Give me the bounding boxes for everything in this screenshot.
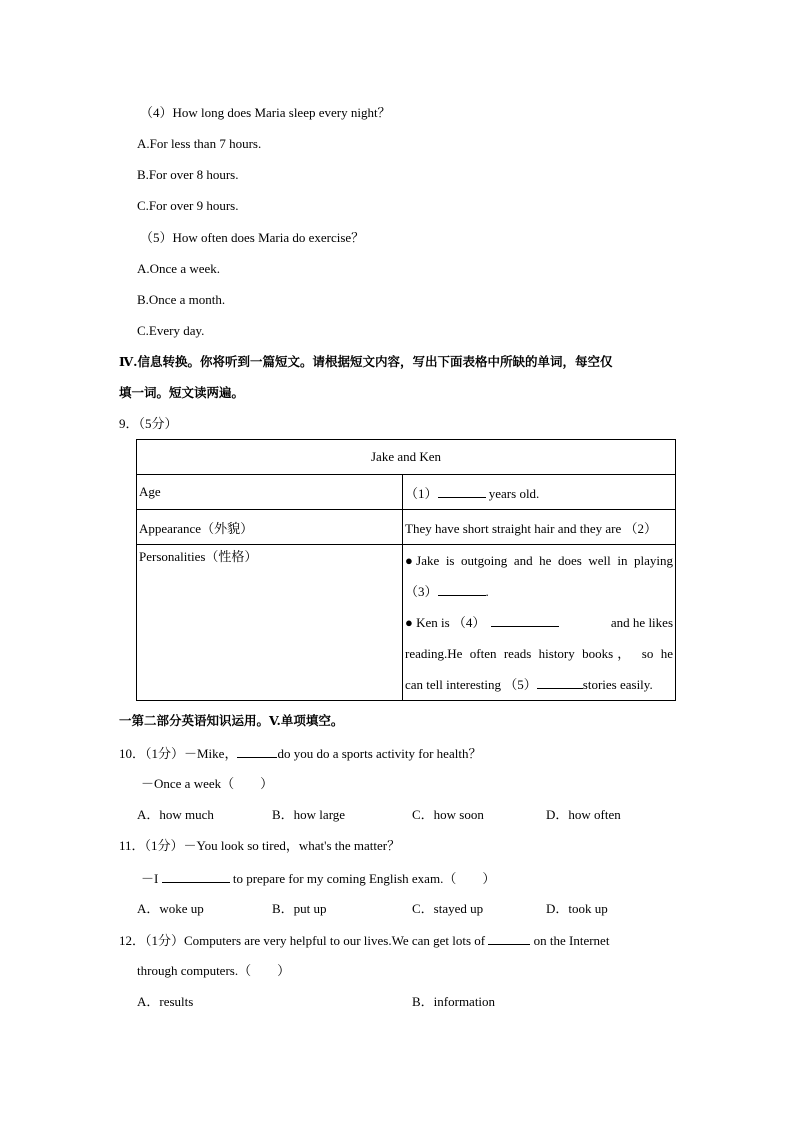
question-11-option-d[interactable]: D．took up — [546, 901, 608, 916]
section-4-instructions-line2: 填一词。短文读两遍。 — [119, 385, 245, 400]
question-12-line2: through computers.（ ） — [137, 963, 291, 978]
question-12-stem: 12．（1分）Computers are very helpful to our lives.We can get lots of on the Internet — [119, 933, 610, 948]
age-label: Age — [137, 475, 403, 510]
question-12-option-b[interactable]: B．information — [412, 994, 496, 1009]
blank-4[interactable] — [491, 614, 559, 627]
blank-1[interactable] — [438, 485, 486, 498]
table-title: Jake and Ken — [137, 440, 676, 475]
question-4-stem: （4）How long does Maria sleep every night？ — [140, 105, 391, 120]
appearance-label: Appearance（外貌） — [137, 510, 403, 545]
question-10-option-a[interactable]: A．how much — [137, 807, 214, 822]
question-12-option-a[interactable]: A．results — [137, 994, 194, 1009]
question-5-option-b: B.Once a month. — [137, 292, 226, 307]
question-9-number: 9．（5分） — [119, 416, 178, 431]
blank-q12[interactable] — [488, 932, 530, 945]
blank-q10[interactable] — [237, 745, 277, 758]
section-4-instructions-line1: Ⅳ.信息转换。你将听到一篇短文。请根据短文内容，写出下面表格中所缺的单词，每空仅 — [119, 354, 613, 369]
question-4-option-a: A.For less than 7 hours. — [137, 136, 262, 151]
age-value: （1） years old. — [403, 475, 676, 510]
question-11-option-c[interactable]: C．stayed up — [412, 901, 484, 916]
part-2-heading: 一第二部分英语知识运用。V.单项填空。 — [119, 713, 344, 728]
personality-line-3: ● Ken is （4） and he likes — [405, 615, 673, 630]
personality-line-2: （3） . — [405, 584, 489, 599]
personality-line-4: reading.He often reads history books， so he — [405, 646, 673, 661]
question-11-stem: 11．（1分）－You look so tired，what's the matter？ — [119, 838, 401, 853]
question-4-option-b: B.For over 8 hours. — [137, 167, 239, 182]
question-10-option-b[interactable]: B．how large — [272, 807, 346, 822]
blank-q11[interactable] — [162, 870, 230, 883]
question-5-option-a: A.Once a week. — [137, 261, 221, 276]
blank-3[interactable] — [438, 583, 486, 596]
question-10-option-c[interactable]: C．how soon — [412, 807, 484, 822]
personalities-value — [403, 545, 676, 701]
question-11-option-a[interactable]: A．woke up — [137, 901, 204, 916]
question-4-option-c: C.For over 9 hours. — [137, 198, 239, 213]
question-11-line2: －I to prepare for my coming English exam.（ ） — [141, 871, 496, 886]
info-table — [136, 439, 676, 701]
question-10-line2: －Once a week（ ） — [141, 776, 274, 791]
appearance-value: They have short straight hair and they are （2） — [403, 510, 676, 545]
personality-line-1: ●Jake is outgoing and he does well in playing — [405, 553, 673, 568]
question-10-stem: 10．（1分）－Mike， do you do a sports activity for health？ — [119, 746, 482, 761]
question-10-option-d[interactable]: D．how often — [546, 807, 621, 822]
question-5-stem: （5）How often does Maria do exercise？ — [140, 230, 365, 245]
question-11-option-b[interactable]: B．put up — [272, 901, 327, 916]
personalities-label: Personalities（性格） — [137, 545, 403, 701]
question-5-option-c: C.Every day. — [137, 323, 205, 338]
blank-5[interactable] — [537, 676, 583, 689]
personality-line-5: can tell interesting （5） stories easily. — [405, 677, 653, 692]
